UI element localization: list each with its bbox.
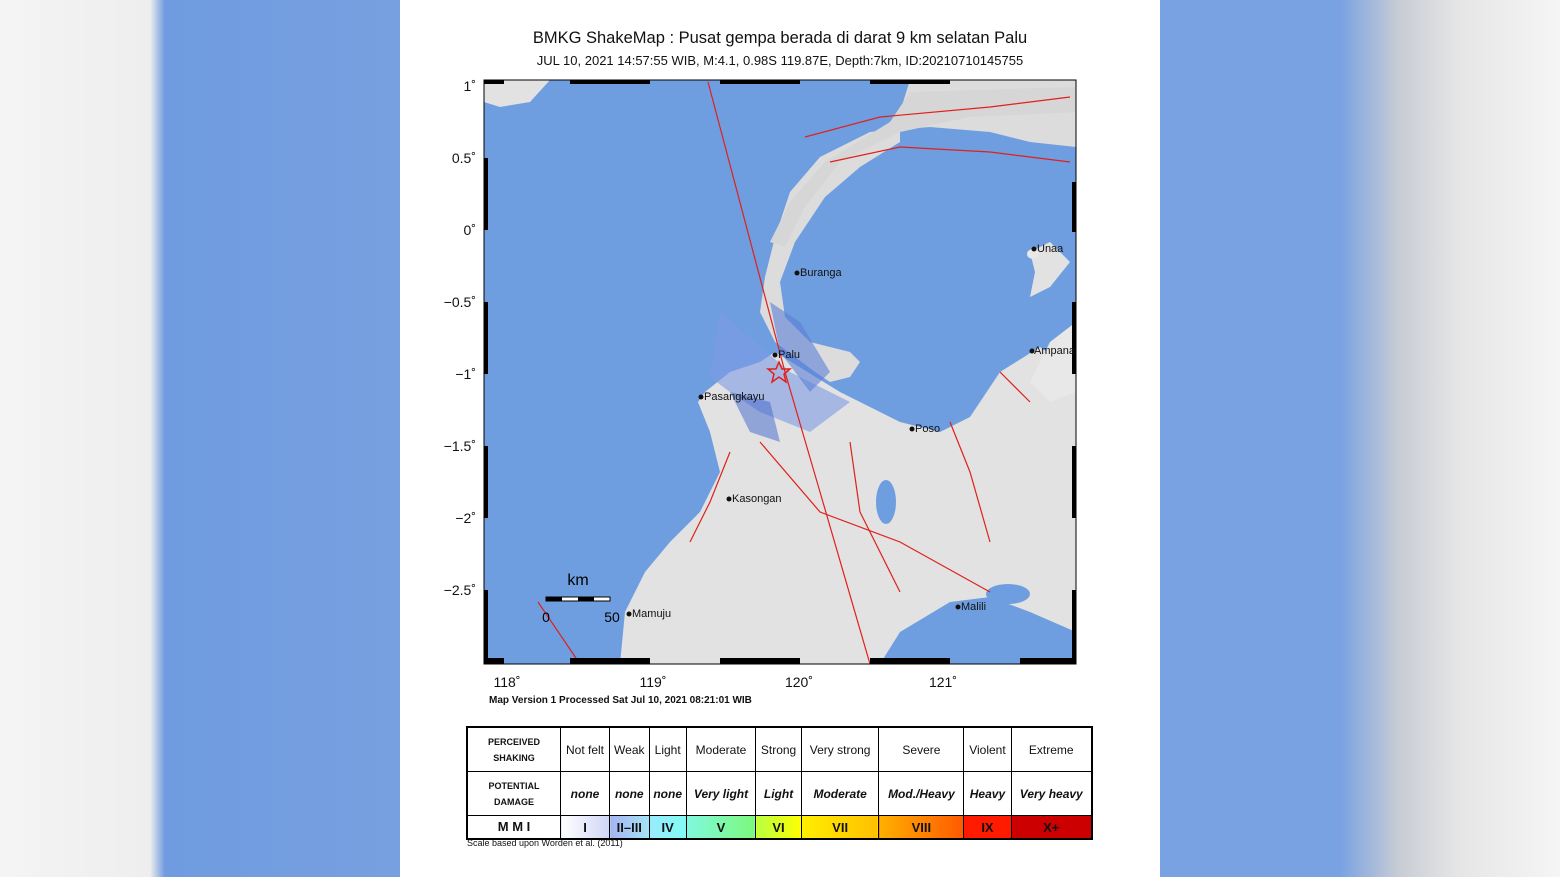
map-title: BMKG ShakeMap : Pusat gempa berada di darat 9 km selatan Palu: [532, 29, 1028, 47]
lon-tick: 121˚: [928, 674, 958, 690]
shakemap: [430, 72, 1090, 692]
processed-note: Map Version 1 Processed Sat Jul 10, 2021 08:21:01 WIB: [489, 695, 752, 706]
longitude-labels: [494, 674, 958, 690]
cell: Violent: [964, 727, 1011, 772]
cell: Severe: [879, 727, 964, 772]
cell: Moderate: [801, 772, 879, 816]
cell: Heavy: [964, 772, 1011, 816]
damage-row: [467, 772, 1092, 816]
city-label: Kasongan: [732, 493, 782, 505]
lat-tick: 0˚: [463, 222, 476, 238]
lat-tick: −0.5˚: [443, 294, 476, 310]
mmi-cell: IX: [964, 816, 1011, 839]
scale-unit: km: [567, 572, 589, 589]
scale-start: 0: [542, 609, 550, 625]
mmi-cell: V: [686, 816, 755, 839]
row-header: PERCEIVED SHAKING: [467, 727, 561, 772]
cell: Very heavy: [1011, 772, 1092, 816]
cell: Mod./Heavy: [879, 772, 964, 816]
cell: Very strong: [801, 727, 879, 772]
lon-tick: 119˚: [639, 674, 667, 690]
lat-tick: −2˚: [455, 510, 476, 526]
shaking-row: [467, 727, 1092, 772]
cell: none: [561, 772, 610, 816]
blurred-background-left: [0, 0, 400, 877]
city-label: Palu: [778, 349, 801, 361]
city-label: Unaa: [1037, 243, 1064, 255]
scale-footnote: Scale based upon Worden et al. (2011): [467, 838, 623, 848]
latitude-labels: [444, 78, 476, 598]
cell: Light: [649, 727, 686, 772]
lon-tick: 120˚: [784, 674, 814, 690]
city-label: Ampana: [1034, 345, 1075, 357]
mmi-row: [467, 816, 1092, 839]
row-header: M M I: [467, 816, 561, 839]
cell: Very light: [686, 772, 755, 816]
city-label: Malili: [961, 601, 987, 613]
cell: Not felt: [561, 727, 610, 772]
mmi-legend: [466, 726, 1093, 840]
blurred-background-right: [1160, 0, 1560, 877]
city-label: Poso: [915, 423, 941, 435]
lat-tick: −1˚: [455, 366, 476, 382]
cell: Moderate: [686, 727, 755, 772]
event-details: JUL 10, 2021 14:57:55 WIB, M:4.1, 0.98S 119.87E, Depth:7km, ID:20210710145755: [536, 53, 1024, 68]
mmi-cell: VIII: [879, 816, 964, 839]
lat-tick: −1.5˚: [443, 438, 476, 454]
city-label: Buranga: [800, 267, 842, 279]
cell: Weak: [610, 727, 650, 772]
lon-tick: 118˚: [493, 674, 521, 690]
cell: none: [610, 772, 650, 816]
cell: Extreme: [1011, 727, 1092, 772]
mmi-cell: X+: [1011, 816, 1092, 839]
mmi-cell: IV: [649, 816, 686, 839]
lat-tick: 0.5˚: [451, 150, 476, 166]
mmi-cell: II–III: [610, 816, 650, 839]
cell: Strong: [756, 727, 802, 772]
row-header: POTENTIAL DAMAGE: [467, 772, 561, 816]
mmi-cell: VII: [801, 816, 879, 839]
lat-tick: 1˚: [463, 78, 476, 94]
city-label: Pasangkayu: [704, 391, 765, 403]
lat-tick: −2.5˚: [443, 582, 476, 598]
mmi-cell: I: [561, 816, 610, 839]
mmi-cell: VI: [756, 816, 802, 839]
city-label: Mamuju: [632, 608, 672, 620]
cell: none: [649, 772, 686, 816]
cell: Light: [756, 772, 802, 816]
scale-end: 50: [604, 609, 620, 625]
